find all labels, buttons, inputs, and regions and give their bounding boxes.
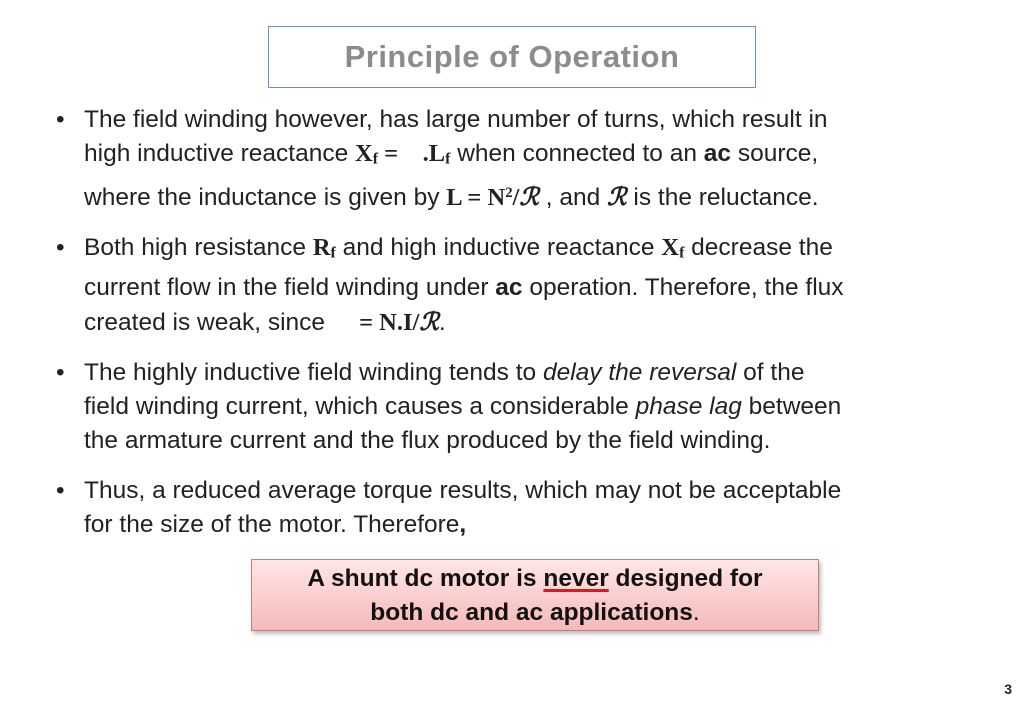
ac-keyword: ac [495,273,523,301]
bullet-phase-lag [56,356,986,458]
bullet-dot: • [56,106,65,133]
bullet-field-winding [56,103,986,215]
b2-line3: created is weak, since = N.I/ℛ. [84,306,446,336]
reluctance-symbol: ℛ [419,306,439,336]
reluctance-symbol: ℛ [519,182,539,212]
rf-symbol: Rf [312,234,336,262]
xf-symbol: Xf = .Lf [355,140,451,168]
callout-line1: A shunt dc motor is never designed for [307,565,763,592]
reluctance-symbol: ℛ [607,182,627,212]
delay-emphasis: delay the reversal [542,358,737,386]
conclusion-callout [251,559,819,631]
page-number: 3 [1004,681,1012,697]
inductance-formula: $L = N^2/$ [446,184,520,212]
b3-line3: the armature current and the flux produced by the field winding. [84,426,771,454]
b4-line2: for the size of the motor. Therefore, [84,510,467,538]
bullet-torque [56,474,986,542]
b2-line2: current flow in the field winding under ac operation. Therefore, the flux [84,273,844,301]
bullet-resistance [56,231,986,339]
b2-line1: Both high resistance Rf and high inductive reactance Xf decrease the [84,234,833,262]
b1-line1: The field winding however, has large number of turns, which result in [84,106,828,133]
b1-line2: high inductive reactance Xf = .Lf when connected to an ac source, [84,140,819,168]
flux-formula: = N.I/ [359,308,420,336]
bullet-dot: • [56,358,65,386]
bullet-list [56,103,986,558]
xf-symbol: Xf [661,234,685,262]
b4-line1: Thus, a reduced average torque results, which may not be acceptable [84,476,842,504]
b3-line2: field winding current, which causes a considerable phase lag between [84,392,842,420]
slide-title: Principle of Operation [344,39,680,74]
phase-lag-emphasis: phase lag [635,392,742,420]
never-emphasis: never [543,565,609,592]
b3-line1: The highly inductive field winding tends to delay the reversal of the [84,358,805,386]
bullet-dot: • [56,234,65,262]
b1-line3: where the inductance is given by $L = N^2/ℛ$ , and ℛ is the reluctance. [84,182,819,212]
callout-line2: both dc and ac applications. [370,599,700,626]
title-box [268,26,756,88]
ac-keyword: ac [703,140,732,167]
bullet-dot: • [56,476,65,504]
